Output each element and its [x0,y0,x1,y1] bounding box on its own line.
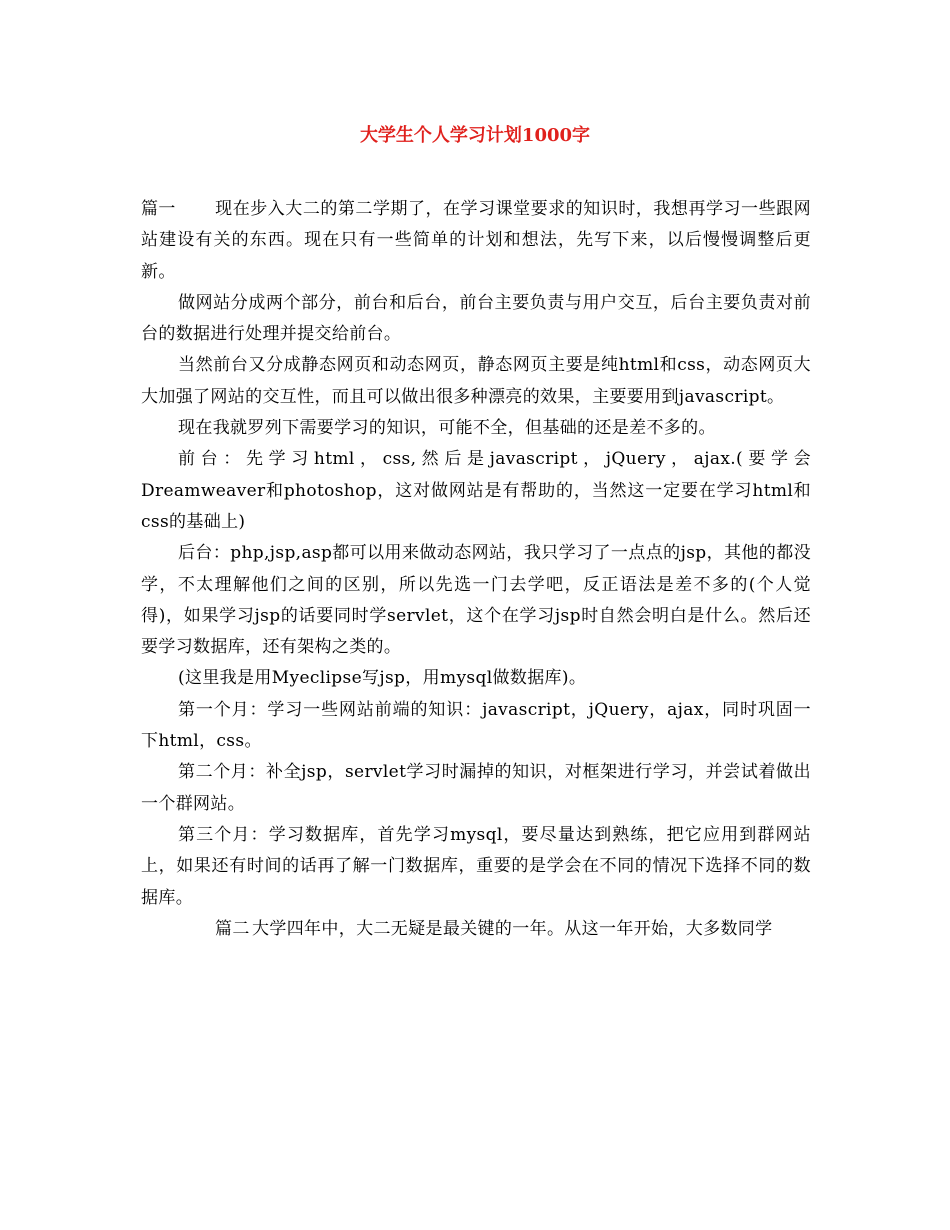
section-1-paragraph [141,194,811,288]
section-1-label: 篇一 [141,199,176,219]
paragraph-7: 第一个月：学习一些网站前端的知识：javascript，jQuery，ajax，同时巩固一下html，css。 [141,699,811,752]
paragraph-5: 后台：php,jsp,asp都可以用来做动态网站，我只学习了一点点的jsp，其他的都没学，不太理解他们之间的区别，所以先选一门去学吧，反正语法是差不多的(个人觉得)，如果学习jsp的话要同时学servlet，这个在学习jsp时自然会明白是什么。然后还要学习数据库，还有架构之类的。 [141,543,811,658]
paragraph-1: 做网站分成两个部分，前台和后台，前台主要负责与用户交互，后台主要负责对前台的数据进行处理并提交给前台。 [141,292,811,345]
section-2-text: 大学四年中，大二无疑是最关键的一年。从这一年开始，大多数同学 [252,918,773,939]
paragraph-2: 当然前台又分成静态网页和动态网页，静态网页主要是纯html和css，动态网页大大加强了网站的交互性，而且可以做出很多种漂亮的效果，主要要用到javascript。 [141,355,811,407]
document-title: 大学生个人学习计划1000字 [359,125,591,146]
paragraph-3: 现在我就罗列下需要学习的知识，可能不全，但基础的还是差不多的。 [178,418,716,439]
paragraph-9: 第三个月：学习数据库，首先学习mysql，要尽量达到熟练，把它应用到群网站上，如果还有时间的话再了解一门数据库，重要的是学会在不同的情况下选择不同的数据库。 [141,824,811,908]
document-body [141,194,811,945]
paragraph-6: (这里我是用Myeclipse写jsp，用mysql做数据库)。 [178,668,587,689]
paragraph-4: 前台：先学习html，css,然后是javascript，jQuery，ajax.(要学会Dreamweaver和photoshop，这对做网站是有帮助的，当然这一定要在学习html和css的基础上) [141,449,811,532]
paragraph-8: 第二个月：补全jsp，servlet学习时漏掉的知识，对框架进行学习，并尝试着做出一个群网站。 [141,762,811,814]
section-1-text: 现在步入大二的第二学期了，在学习课堂要求的知识时，我想再学习一些跟网站建设有关的东西。现在只有一些简单的计划和想法，先写下来，以后慢慢调整后更新。 [141,199,811,282]
section-2-label: 篇二 [215,918,250,939]
section-2-paragraph [141,914,811,945]
